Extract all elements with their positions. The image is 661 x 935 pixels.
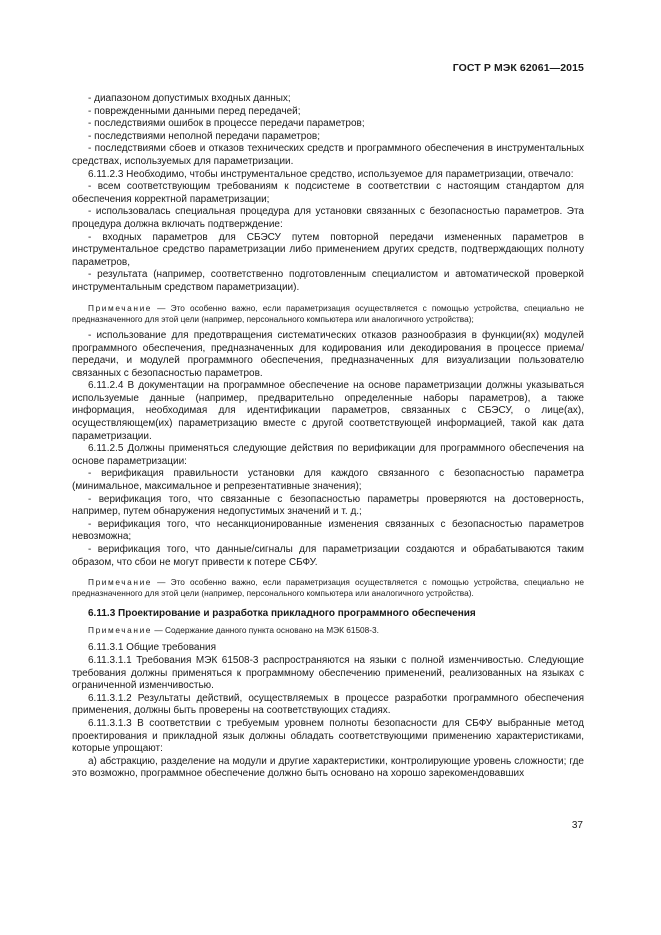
list-item: - последствиями неполной передачи параметров; — [88, 130, 320, 142]
paragraph: 6.11.2.4 В документации на программное обеспечение на основе параметризации должны указываться используемые данные (например, предварительно определенные наборы параметров), а также информация, необходимая для идентификации параметров, связанных с СБЭСУ, о лице(ах), осуществляющем(их) параметризацию вместе с другой соответствующей информацией, такой как дата параметризации. — [72, 380, 584, 442]
list-item: - верификация того, что данные/сигналы для параметризации создаются и обрабатываются таким образом, что сбои не могут привести к потере СБФУ. — [72, 544, 584, 568]
note — [72, 303, 584, 325]
note-label: Примечание — [88, 625, 153, 636]
list-item: - верификация того, что связанные с безопасностью параметры проверяются на достоверность, например, путем обнаружения недопустимых значений и т. д.; — [72, 493, 584, 518]
note — [72, 577, 584, 599]
list-item: - входных параметров для СБЭСУ путем повторной передачи измененных параметров в инструментальное средство параметризации либо применением других средств, подтверждающих полноту параметров, — [72, 231, 584, 268]
paragraph: 6.11.3.1.1 Требования МЭК 61508-3 распространяются на языки с полной изменчивостью. Следующие требования должны применяться к программному обеспечению применений, реализованных на языках с ограниченной изменчивостью. — [72, 654, 584, 692]
note-text: — Содержание данного пункта основано на МЭК 61508-3. — [154, 625, 379, 636]
paragraph: 6.11.2.3 Необходимо, чтобы инструментальное средство, используемое для параметризации, отвечало: — [88, 168, 574, 180]
subsection-title: 6.11.3.1 Общие требования — [88, 642, 217, 654]
list-item: - верификация того, что несанкционированные изменения связанных с безопасностью параметров невозможна; — [72, 518, 584, 543]
list-item: - последствиями сбоев и отказов технических средств и программного обеспечения в инструментальных средствах, используемых для параметризации. — [72, 143, 584, 167]
paragraph: 6.11.2.5 Должны применяться следующие действия по верификации для программного обеспечения на основе параметризации: — [72, 443, 584, 467]
list-item: - диапазоном допустимых входных данных; — [88, 93, 291, 104]
page-content — [72, 93, 584, 781]
note — [72, 625, 584, 636]
section-heading: 6.11.3 Проектирование и разработка прикладного программного обеспечения — [88, 607, 476, 619]
note-text: — Это особенно важно, если параметризация осуществляется с помощью устройства, специально не предназначенного для этой цели (например, персонального компьютера или аналогичного устройства). — [72, 577, 584, 599]
list-item: - результата (например, соответственно подготовленным специалистом и автоматической проверкой инструментальным средством параметризации). — [72, 269, 584, 293]
document-code-header: ГОСТ Р МЭК 62061—2015 — [452, 62, 584, 74]
list-item: - всем соответствующим требованиям к подсистеме в соответствии с настоящим стандартом для обеспечения корректной параметризации; — [72, 181, 584, 205]
list-item: - использовалась специальная процедура для установки связанных с безопасностью параметров. Эта процедура должна включать подтверждение: — [72, 206, 584, 230]
page-number: 37 — [571, 820, 583, 831]
list-item: - поврежденными данными перед передачей; — [88, 105, 301, 117]
list-item: - верификация правильности установки для каждого связанного с безопасностью параметра (минимальное, максимальное и репрезентативные значения); — [72, 468, 584, 493]
list-item: - последствиями ошибок в процессе передачи параметров; — [88, 118, 365, 130]
list-item: а) абстракцию, разделение на модули и другие характеристики, контролирующие уровень сложности; где это возможно, программное обеспечение должно быть основано на хорошо зарекомендовавших — [72, 755, 584, 780]
note-label: Примечание — [88, 577, 153, 588]
paragraph: 6.11.3.1.3 В соответствии с требуемым уровнем полноты безопасности для СБФУ выбранные метод проектирования и прикладной язык должны обладать соответствующими применению характеристиками, которые упрощают: — [72, 717, 584, 755]
list-item: - использование для предотвращения систематических отказов разнообразия в функции(ях) модулей программного обеспечения, предназначенных для кодирования или декодирования в процессе приема/передачи, и модулей программного обеспечения, предназначенных для визуализации пользователю связанных с безопасностью параметров. — [72, 329, 584, 379]
note-text: — Это особенно важно, если параметризация осуществляется с помощью устройства, специально не предназначенного для этой цели (например, персонального компьютера или аналогичного устройства); — [72, 302, 584, 324]
note-label: Примечание — [88, 302, 153, 313]
paragraph: 6.11.3.1.2 Результаты действий, осуществляемых в процессе разработки программного обеспечения применения, должны быть проверены на соответствующих стадиях. — [72, 692, 584, 717]
